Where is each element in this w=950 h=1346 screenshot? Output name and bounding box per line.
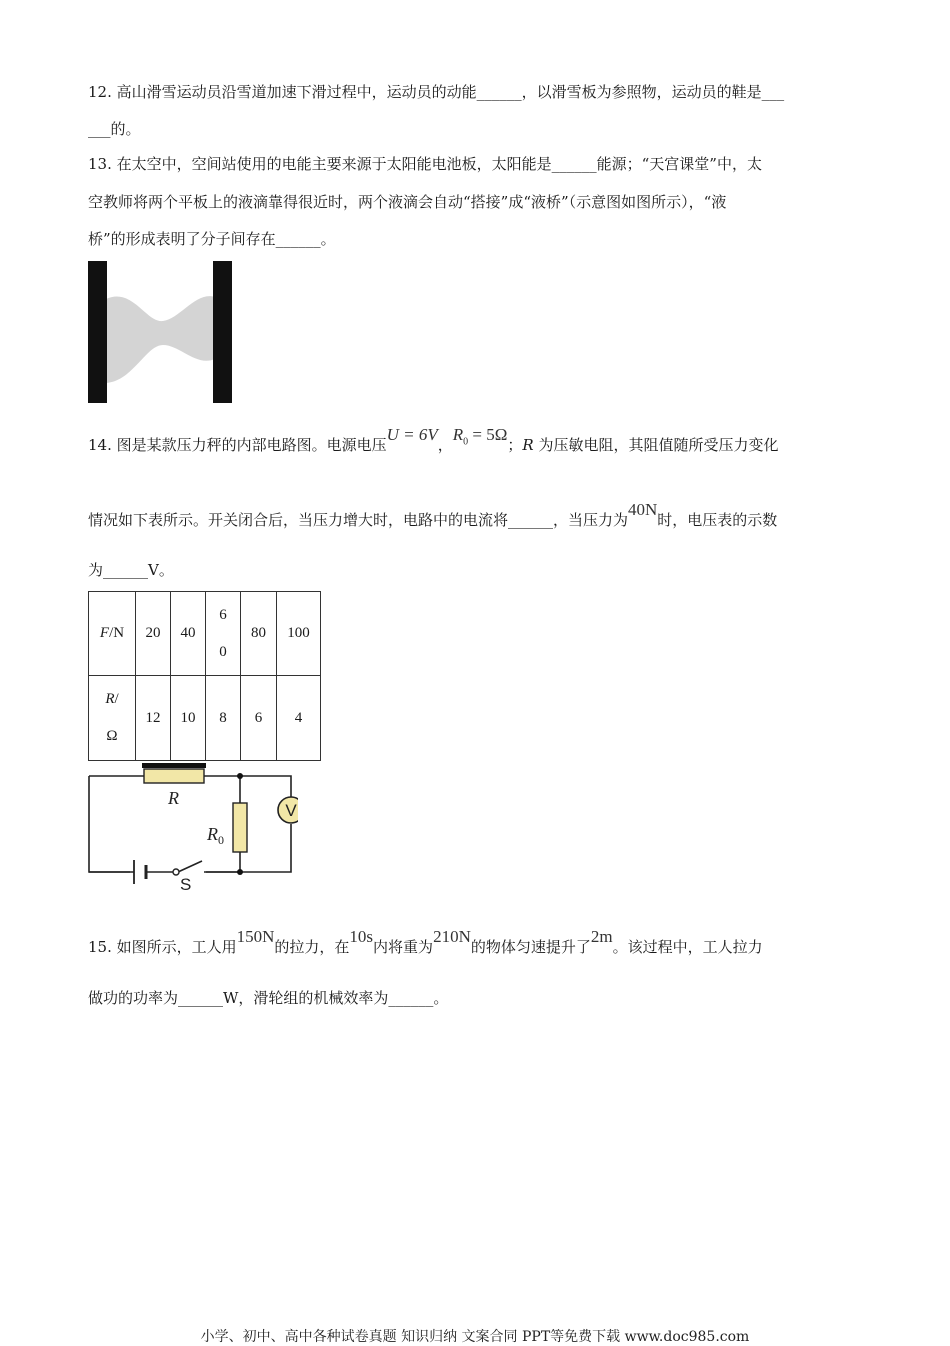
q15-line1: 15. 如图所示，工人用150N的拉力，在10s内将重为210N的物体匀速提升了2m。该过程中，工人拉力 (88, 927, 763, 956)
q15-line2: 做功的功率为______W，滑轮组的机械效率为______。 (88, 989, 449, 1007)
q12-line2: ___的。 (88, 120, 141, 138)
q13-line2: 空教师将两个平板上的液滴靠得很近时，两个液滴会自动“搭接”成“液桥”（示意图如图所示），“液 (88, 193, 727, 211)
wire-right (89, 776, 291, 872)
label-r0: $R_0$ (207, 824, 224, 847)
table-cell: 6 0 (206, 592, 241, 676)
resistor-r0 (233, 803, 247, 852)
table-header-resistance: R/ Ω (89, 676, 136, 761)
table-cell: 20 (136, 592, 171, 676)
table-cell: 10 (171, 676, 206, 761)
q14-line3: 为______V。 (88, 561, 174, 579)
page-footer: 小学、初中、高中各种试卷真题 知识归纳 文案合同 PPT等免费下载 www.doc985.com (200, 1329, 750, 1345)
force-resistance-table (88, 591, 321, 761)
force-value: 40N (628, 500, 658, 519)
table-cell: 12 (136, 676, 171, 761)
r0-expression: $R_0 = 5\Omega$ (452, 425, 508, 448)
table-cell: 8 (206, 676, 241, 761)
q13-line3: 桥”的形成表明了分子间存在______。 (88, 230, 336, 248)
q14-line2: 情况如下表所示。开关闭合后，当压力增大时，电路中的电流将______，当压力为40N时，电压表的示数 (88, 500, 778, 529)
voltage-expression: U = 6V (386, 425, 438, 444)
time-value: 10s (349, 927, 374, 946)
table-cell: 100 (277, 592, 321, 676)
height-value: 2m (590, 927, 613, 946)
q12-line1: 12. 高山滑雪运动员沿雪道加速下滑过程中，运动员的动能______，以滑雪板为参照物，运动员的鞋是___ (88, 83, 785, 101)
table-cell: 40 (171, 592, 206, 676)
switch-pivot (173, 869, 179, 875)
label-r: R (168, 788, 179, 808)
table-cell: 80 (241, 592, 277, 676)
liquid-bridge (106, 296, 215, 383)
table-header-force: F/N (89, 592, 136, 676)
table-row-resistance (89, 676, 321, 761)
junction-top (237, 773, 243, 779)
liquid-bridge-figure (88, 261, 234, 403)
circuit-diagram (86, 762, 298, 894)
pull-force: 150N (236, 927, 275, 946)
junction-bottom (237, 869, 243, 875)
right-plate (213, 261, 232, 403)
q14-line1: 14. 图是某款压力秤的内部电路图。电源电压U = 6V，$R_0 = 5\Omega$；R 为压敏电阻，其阻值随所受压力变化 (88, 425, 779, 454)
left-plate (88, 261, 107, 403)
q13-line1: 13. 在太空中，空间站使用的电能主要来源于太阳能电池板，太阳能是______能源；“天宫课堂”中，太 (88, 155, 762, 173)
wire-top-right (204, 776, 291, 798)
pressure-plate (142, 763, 206, 768)
table-cell: 4 (277, 676, 321, 761)
weight-value: 210N (433, 927, 471, 946)
voltmeter-label: V (285, 801, 297, 820)
label-s: S (180, 875, 192, 894)
table-cell: 6 (241, 676, 277, 761)
resistor-r (144, 769, 204, 783)
table-row-force (89, 592, 321, 676)
